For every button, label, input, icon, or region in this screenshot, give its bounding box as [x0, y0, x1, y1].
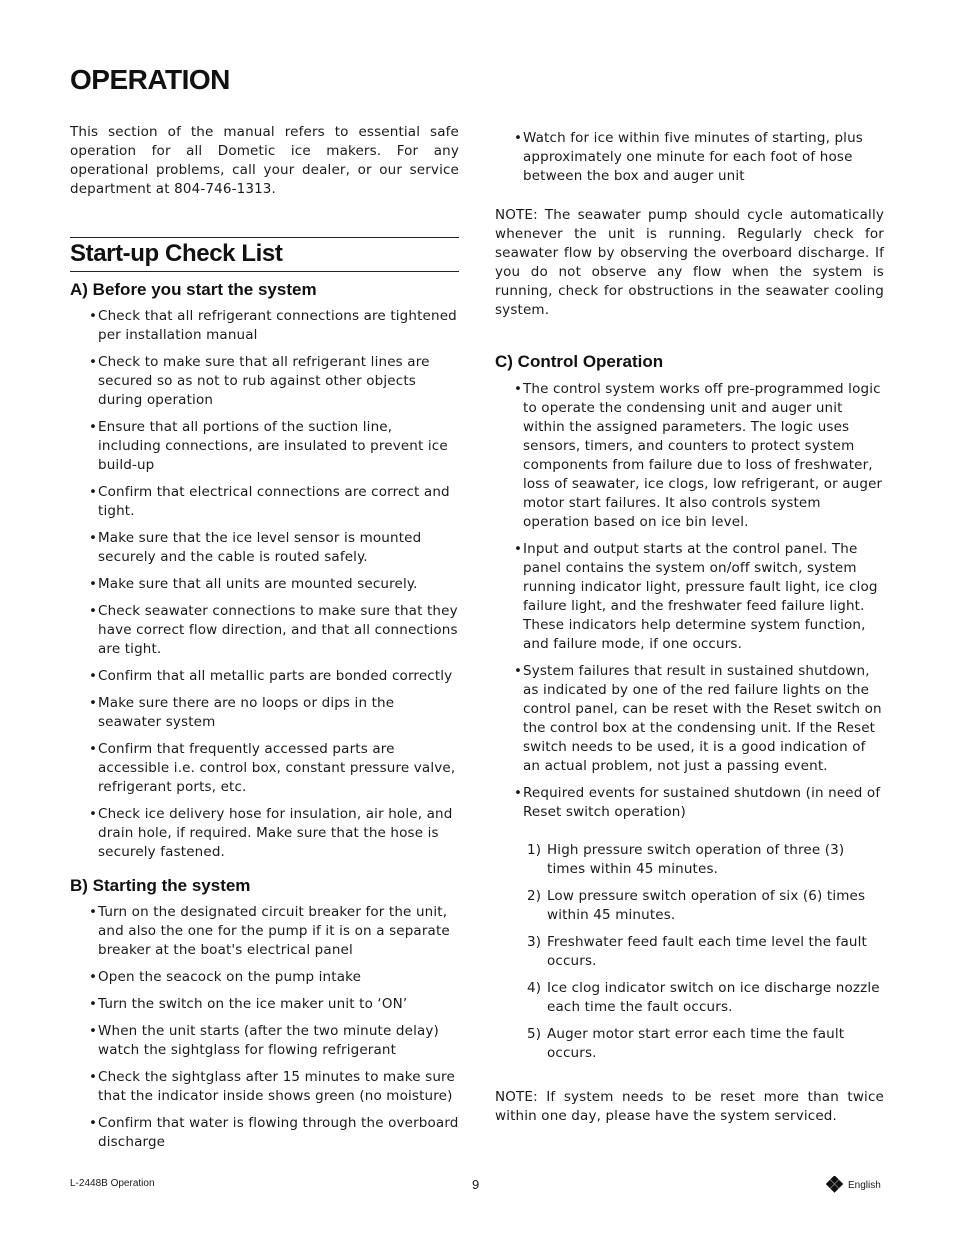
- bullet-marker: •: [89, 1023, 98, 1039]
- list-item: [70, 418, 459, 475]
- list-item-text: Make sure that all units are mounted securely.: [98, 576, 418, 592]
- list-item: [495, 841, 887, 879]
- bullet-marker: •: [89, 996, 98, 1012]
- list-item-text: Make sure there are no loops or dips in the seawater system: [98, 695, 395, 730]
- list-item-text: System failures that result in sustained shutdown, as indicated by one of the red failure lights on the control panel, can be reset with the Reset switch on the control box at the condensing unit. If the Reset switch needs to be used, it is a good indication of an actual problem, not just a passing event.: [523, 663, 882, 774]
- footer-page-number: 9: [472, 1177, 480, 1192]
- list-item: [70, 740, 459, 797]
- footer-language: [826, 1176, 881, 1194]
- bullet-marker: •: [89, 904, 98, 920]
- list-item-text: Input and output starts at the control panel. The panel contains the system on/off switch, system running indicator light, pressure fault light, ice clog failure light, and the freshwater feed failure light. These indicators help determine system function, and failure mode, if one occurs.: [523, 541, 878, 652]
- list-item-text: Confirm that all metallic parts are bonded correctly: [98, 668, 453, 684]
- list-item: [70, 968, 459, 987]
- bullet-marker: •: [89, 419, 98, 435]
- intro-paragraph: This section of the manual refers to essential safe operation for all Dometic ice makers. For any operational problems, call your dealer, or our service department at 804-746-1313.: [70, 124, 459, 197]
- list-item-text: Make sure that the ice level sensor is mounted securely and the cable is routed safely.: [98, 530, 422, 565]
- list-item: [70, 1022, 459, 1060]
- event-text: Freshwater feed fault each time level the fault occurs.: [547, 934, 867, 969]
- list-item-text: Turn on the designated circuit breaker for the unit, and also the one for the pump if it is on a separate breaker at the boat's electrical panel: [98, 904, 450, 958]
- shutdown-events-list: [495, 841, 887, 1071]
- checklist-title: Start-up Check List: [70, 240, 283, 267]
- list-item: [70, 575, 459, 594]
- list-item: [70, 1114, 459, 1152]
- bullet-marker: •: [89, 806, 98, 822]
- list-item-text: Watch for ice within five minutes of starting, plus approximately one minute for each foot of hose between the box and auger unit: [523, 130, 863, 184]
- list-item-text: Check ice delivery hose for insulation, air hole, and drain hole, if required. Make sure that the hose is securely fastened.: [98, 806, 453, 860]
- list-item: [495, 887, 887, 925]
- event-text: Auger motor start error each time the fault occurs.: [547, 1026, 845, 1061]
- list-item: [70, 1068, 459, 1106]
- list-item-text: Confirm that electrical connections are correct and tight.: [98, 484, 450, 519]
- list-item-text: Check the sightglass after 15 minutes to make sure that the indicator inside shows green (no moisture): [98, 1069, 455, 1104]
- list-item: [70, 307, 459, 345]
- list-item: [70, 529, 459, 567]
- list-item-text: Open the seacock on the pump intake: [98, 969, 362, 985]
- event-number: 4): [527, 980, 542, 996]
- bullet-marker: •: [89, 695, 98, 711]
- event-number: 2): [527, 888, 542, 904]
- bullet-marker: •: [89, 603, 98, 619]
- bullet-marker: •: [514, 130, 523, 146]
- bullet-marker: •: [514, 381, 523, 397]
- bullet-marker: •: [89, 530, 98, 546]
- list-item: [495, 784, 887, 822]
- bullet-marker: •: [89, 668, 98, 684]
- list-item: [495, 540, 887, 654]
- event-text: Low pressure switch operation of six (6) times within 45 minutes.: [547, 888, 866, 923]
- list-item: [70, 903, 459, 960]
- section-b-continued-list: [495, 129, 887, 194]
- list-item: [70, 694, 459, 732]
- list-item: [70, 353, 459, 410]
- list-item-text: Required events for sustained shutdown (in need of Reset switch operation): [523, 785, 881, 820]
- bullet-marker: •: [89, 969, 98, 985]
- bullet-marker: •: [514, 541, 523, 557]
- list-item: [495, 933, 887, 971]
- list-item-text: Check to make sure that all refrigerant lines are secured so as not to rub against other objects during operation: [98, 354, 430, 408]
- list-item: [495, 979, 887, 1017]
- section-b-list: [70, 903, 459, 1160]
- note-reset: NOTE: If system needs to be reset more than twice within one day, please have the system serviced.: [495, 1089, 884, 1124]
- footer-language-label: English: [848, 1179, 881, 1191]
- page-title: OPERATION: [70, 64, 230, 95]
- section-a-list: [70, 307, 459, 870]
- checklist-rule-top: [70, 237, 459, 238]
- event-number: 3): [527, 934, 542, 950]
- list-item: [495, 129, 887, 186]
- event-text: Ice clog indicator switch on ice discharge nozzle each time the fault occurs.: [547, 980, 880, 1015]
- list-item-text: The control system works off pre-programmed logic to operate the condensing unit and auger unit within the assigned parameters. The logic uses sensors, timers, and counters to protect system components from failure due to loss of freshwater, loss of seawater, ice clogs, low refrigerant, or auger motor start failures. It also controls system operation based on ice bin level.: [523, 381, 883, 530]
- list-item-text: Ensure that all portions of the suction line, including connections, are insulated to prevent ice build-up: [98, 419, 448, 473]
- section-b-title: B) Starting the system: [70, 876, 251, 895]
- note-seawater: NOTE: The seawater pump should cycle automatically whenever the unit is running. Regularly check for seawater flow by observing the overboard discharge. If you do not observe any flow when the system is running, check for obstructions in the seawater cooling system.: [495, 207, 884, 318]
- bullet-marker: •: [514, 663, 523, 679]
- event-number: 5): [527, 1026, 542, 1042]
- bullet-marker: •: [89, 1115, 98, 1131]
- bullet-marker: •: [89, 308, 98, 324]
- bullet-marker: •: [89, 576, 98, 592]
- bullet-marker: •: [89, 354, 98, 370]
- bullet-marker: •: [89, 741, 98, 757]
- event-number: 1): [527, 842, 542, 858]
- list-item: [495, 662, 887, 776]
- list-item: [70, 805, 459, 862]
- list-item: [70, 483, 459, 521]
- bullet-marker: •: [89, 484, 98, 500]
- list-item-text: Confirm that water is flowing through the overboard discharge: [98, 1115, 459, 1150]
- section-c-list: [495, 380, 887, 830]
- section-a-title: A) Before you start the system: [70, 280, 317, 299]
- list-item: [495, 380, 887, 532]
- dometic-diamond-logo-icon: [826, 1176, 844, 1194]
- list-item-text: Turn the switch on the ice maker unit to ‘ON’: [98, 996, 408, 1012]
- bullet-marker: •: [514, 785, 523, 801]
- section-c-title: C) Control Operation: [495, 352, 664, 371]
- list-item: [495, 1025, 887, 1063]
- list-item: [70, 602, 459, 659]
- list-item-text: Check that all refrigerant connections are tightened per installation manual: [98, 308, 457, 343]
- list-item: [70, 667, 459, 686]
- event-text: High pressure switch operation of three (3) times within 45 minutes.: [547, 842, 845, 877]
- list-item-text: Confirm that frequently accessed parts are accessible i.e. control box, constant pressure valve, refrigerant ports, etc.: [98, 741, 456, 795]
- footer-doc-id: L-2448B Operation: [70, 1178, 155, 1189]
- list-item-text: When the unit starts (after the two minute delay) watch the sightglass for flowing refrigerant: [98, 1023, 439, 1058]
- list-item: [70, 995, 459, 1014]
- bullet-marker: •: [89, 1069, 98, 1085]
- list-item-text: Check seawater connections to make sure that they have correct flow direction, and that all connections are tight.: [98, 603, 458, 657]
- checklist-rule-bottom: [70, 271, 459, 272]
